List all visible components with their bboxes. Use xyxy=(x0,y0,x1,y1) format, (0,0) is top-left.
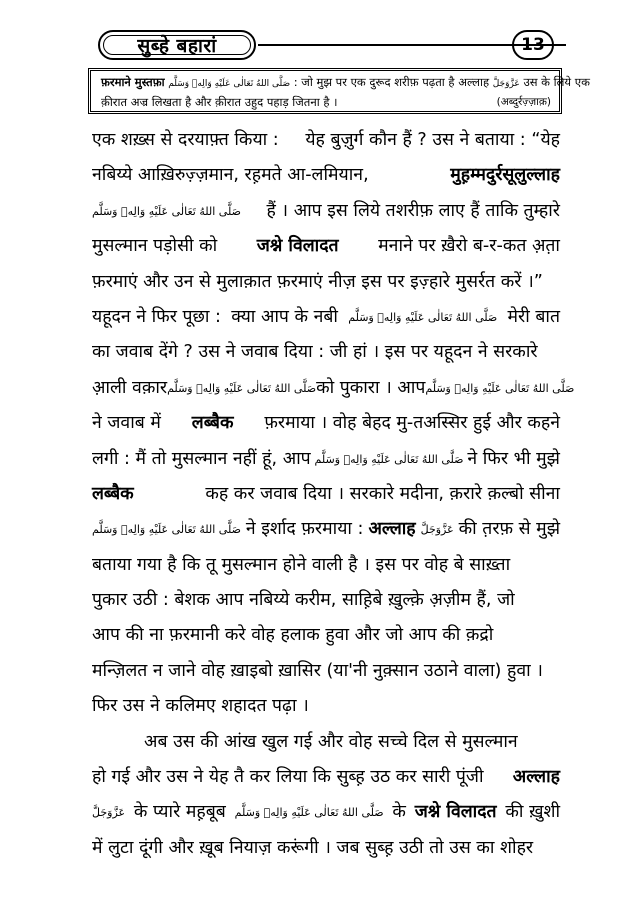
allah-bold: अल्लाह xyxy=(368,519,416,540)
text-line: बताया गया है कि तू मुसल्मान होने वाली है । इस पर वोह बे साख़्ता xyxy=(92,554,511,575)
text-line: लब्बैक कह कर जवाब दिया । सरकारे मदीना, क़रारे क़ल्बो सीना xyxy=(92,477,560,512)
text-line: आ़ली वक़ार صَلَّى اللهُ تَعَالٰى عَلَيْهِ وَالِهٖ وَسَلَّم को पुकारा । आप صَلَّى اللهُ تَعَالٰى عَلَيْهِ وَالِهٖ وَسَلَّم xyxy=(92,371,560,406)
allah-bold: अल्लाह xyxy=(512,767,560,788)
body-text xyxy=(92,123,575,866)
text-line: मुसल्मान पड़ोसी को जश्ने विलादत मनाने पर ख़ैरो ब-र-कत अ़त़ा xyxy=(92,229,560,264)
azza-text: عَزَّوَجَلَّ xyxy=(420,523,454,537)
text-line: यहूदन ने फिर पूछा : क्या आप के नबी صَلَّى اللهُ تَعَالٰى عَلَيْهِ وَالِهٖ وَسَلَّم मेरी बात xyxy=(92,300,560,335)
text-line: आप की ना फ़रमानी करे वोह हलाक हुवा और जो आप की क़द्रो xyxy=(92,625,494,646)
azza-text: عَزَّوَجَلَّ xyxy=(92,806,126,820)
page-number: 13 xyxy=(512,30,554,60)
text-line: का जवाब देंगे ? उस ने जवाब दिया : जी हां । इस पर यहूदन ने सरकारे xyxy=(92,342,538,363)
honorific-text: صَلَّى اللهُ تَعَالٰى عَلَيْهِ وَالِهٖ وَسَلَّم xyxy=(425,381,575,395)
hadith-text-2: क़ीरात अज्र लिखता है और क़ीरात उहुद पहाड़ जितना है । xyxy=(101,95,338,109)
text-line: फ़रमाएं और उन से मुलाक़ात फ़रमाएं नीज़ इस पर इज़्हारे मुसर्रत करें ।” xyxy=(92,271,543,292)
hadith-text-1-end: उस के लिये एक xyxy=(523,75,590,89)
jashne-viladat-bold: जश्ने विलादत xyxy=(256,236,339,257)
text-line: صَلَّى اللهُ تَعَالٰى عَلَيْهِ وَالِهٖ وَسَلَّم ने इर्शाद फ़रमाया : अल्लाह عَزَّوَجَلَّ की त़रफ़ से मुझे xyxy=(92,512,560,547)
hadith-text-1: : जो मुझ पर एक दुरूद शरीफ़ पढ़ता है अल्लाह xyxy=(293,75,490,89)
book-title: सुब्हे बहारां xyxy=(137,35,217,57)
text-line: में लुटा दूंगी और ख़ूब नियाज़ करूंगी । जब सुब्ह़ उठी तो उस का शोहर xyxy=(92,837,534,858)
text-line: हो गई और उस ने येह तै कर लिया कि सुब्ह़ उठ कर सारी पूंजी अल्लाह xyxy=(92,760,560,795)
text-line: फिर उस ने कलिमए शहादत पढ़ा । xyxy=(92,696,309,717)
labbaik-bold: लब्बैक xyxy=(92,483,134,504)
text-line: ने जवाब में लब्बैक फ़रमाया । वोह बेहद मु-तअस्सिर हुई और कहने xyxy=(92,406,560,441)
honorific-text: صَلَّى اللهُ تَعَالٰى عَلَيْهِ وَالِهٖ وَسَلَّم xyxy=(234,806,384,820)
text-line: एक शख़्स से दरयाफ़्त किया : येह बुज़ुर्ग कौन हैं ? उस ने बताया : “येह xyxy=(92,130,560,150)
honorific-text: صَلَّى اللهُ تَعَالٰى عَلَيْهِ وَالِهٖ وَسَلَّم xyxy=(348,310,498,324)
jashne-viladat-bold: जश्ने विलादत xyxy=(414,802,497,823)
hadith-line-1 xyxy=(101,73,590,93)
book-title-banner xyxy=(98,30,256,60)
honorific-text: صَلَّى اللهُ تَعَالٰى عَلَيْهِ وَالِهٖ وَسَلَّم xyxy=(92,523,241,537)
text-line: पुकार उठी : बेशक आप नबिय्ये करीम, साह़िबे ख़ुल्क़े अ़ज़ीम हैं, जो xyxy=(92,590,515,611)
text-line: लगी : मैं तो मुसल्मान नहीं हूं, आप صَلَّى اللهُ تَعَالٰى عَلَيْهِ وَالِهٖ وَسَلَّم ने फिर भी मुझे xyxy=(92,442,560,477)
azza-text: عَزَّوَجَلَّ xyxy=(492,79,520,89)
text-line: मन्ज़िलत न जाने वोह ख़ाइबो ख़ासिर (या'नी नुक़्सान उठाने वाला) हुवा । xyxy=(92,660,543,681)
honorific-text: صَلَّى اللهُ تَعَالٰى عَلَيْهِ وَالِهٖ وَسَلَّم xyxy=(314,452,464,466)
text-line: नबिय्ये आख़िरुज़्ज़मान, रह़मते आ-लमियान, मुह़म्मदुर्रसूलुल्लाह xyxy=(92,158,560,193)
honorific-text: صَلَّى اللهُ تَعَالٰى عَلَيْهِ وَالِهٖ وَسَلَّم xyxy=(168,79,291,89)
text-line: عَزَّوَجَلَّ के प्यारे मह़बूब صَلَّى اللهُ تَعَالٰى عَلَيْهِ وَالِهٖ وَسَلَّم के जश्ने विलादत की ख़ुशी xyxy=(92,795,560,830)
labbaik-bold: लब्बैक xyxy=(191,413,234,434)
text-line: صَلَّى اللهُ تَعَالٰى عَلَيْهِ وَالِهٖ وَسَلَّم हैं । आप इस लिये तशरीफ़ लाए हैं ताकि तुम्हारे xyxy=(92,194,560,229)
honorific-text: صَلَّى اللهُ تَعَالٰى عَلَيْهِ وَالِهٖ وَسَلَّم xyxy=(92,204,241,218)
hadith-source: (अब्दुर्रज़्ज़ाक़) xyxy=(496,96,551,108)
hadith-box xyxy=(88,68,590,114)
honorific-text: صَلَّى اللهُ تَعَالٰى عَلَيْهِ وَالِهٖ وَسَلَّم xyxy=(167,381,317,395)
text-line: अब उस की आंख खुल गई और वोह सच्चे दिल से मुसल्मान xyxy=(144,731,518,752)
hadith-label: फ़रमाने मुस्तफ़ा xyxy=(101,75,165,89)
hadith-line-2 xyxy=(101,93,551,111)
name-bold: मुह़म्मदुर्रसूलुल्लाह xyxy=(450,165,560,186)
